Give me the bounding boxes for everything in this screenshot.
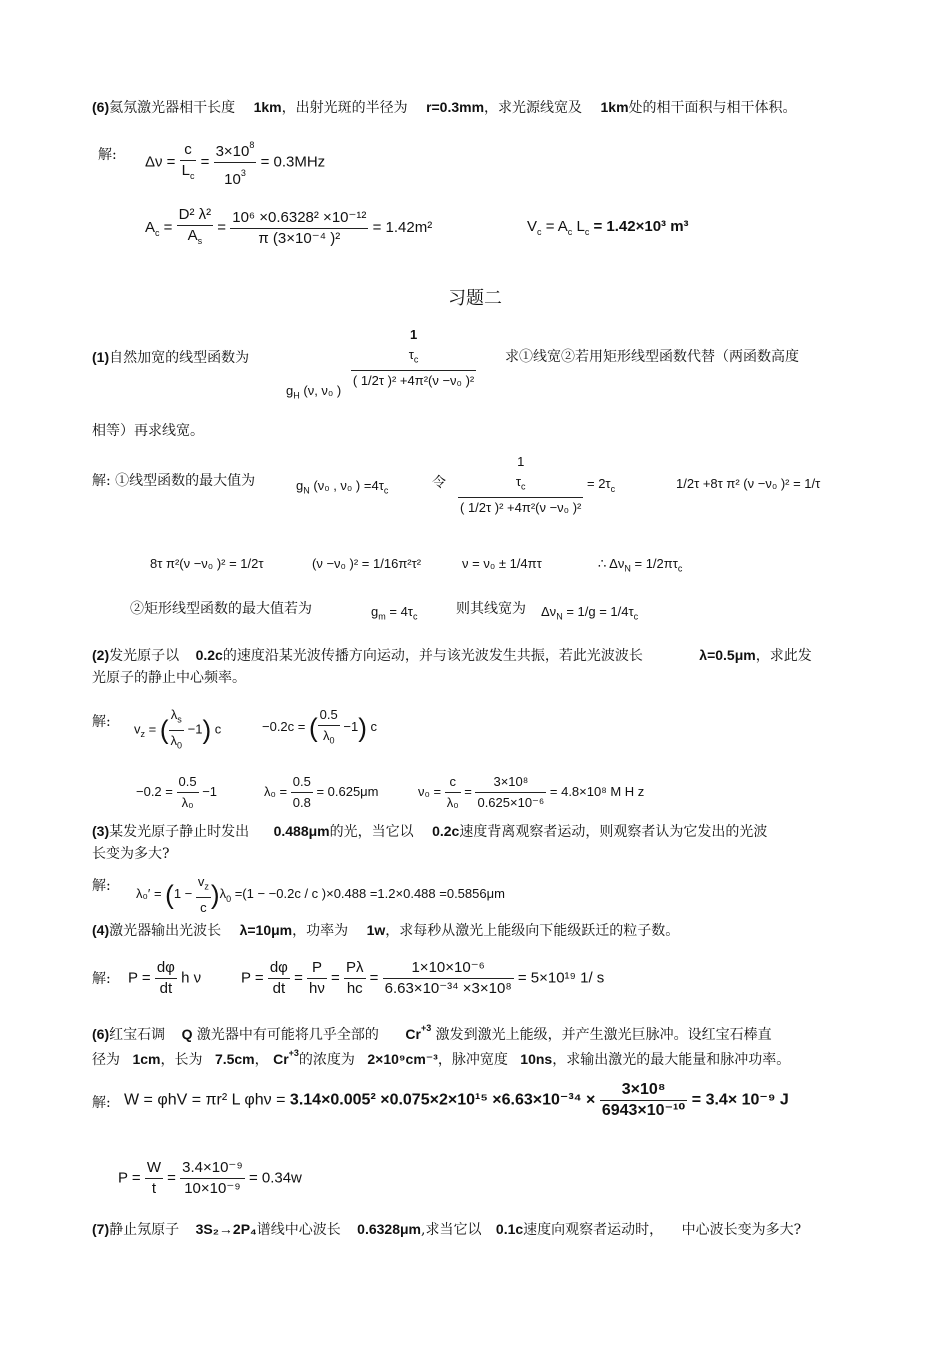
solution-6b-label: 解: bbox=[92, 1095, 111, 1111]
equation-linewidth-result: ∴ $\Delta\nu_N = 1/2\pi\tau_c$ bbox=[598, 556, 683, 574]
rect-linewidth: $\Delta\nu_N = 1/g = 1/4\tau_c$ bbox=[541, 604, 639, 622]
equation-power-2: P = $\frac{d\varphi}{dt}$ = $\frac{P}{h\nu}$ = $\frac{P\lambda}{hc}$ = $\frac{\text{1×10×10⁻⁶}}{\text{6.63×10⁻³⁴ ×3×10⁸}}$ = 5×10¹⁹ 1/ s bbox=[241, 959, 605, 997]
problem-4-statement: (4)激光器输出光波长 λ=10μm，功率为 1w，求每秒从激光上能级向下能级跃迁的粒子数。 bbox=[92, 922, 680, 939]
equation-power-1: P = $\frac{d\varphi}{dt}$ h ν bbox=[128, 959, 202, 997]
equation-coherence-area: $A_c$ = $\frac{\text{D² λ²}}{A_s}$ = $\frac{\text{10⁶ ×0.6328² ×10⁻¹²}}{\text{π (3×10⁻⁴ )²}}$ = 1.42m² bbox=[145, 206, 433, 247]
equation-energy: W = φhV = πr² L φhν = 3.14×0.005² ×0.075×2×10¹⁵ ×6.63×10⁻³⁴ × $\frac{\text{3×10⁸}}{\text{6943×10⁻¹⁰}}$ = 3.4× 10⁻⁹ J bbox=[124, 1081, 789, 1119]
problem-3-continuation: 长变为多大? bbox=[92, 846, 170, 862]
equation-step-2a: −0.2 = $\frac{0.5}{\text{λ₀}}$ −1 bbox=[136, 774, 218, 810]
equation-step-c3: ν = ν₀ ± 1/4πτ bbox=[462, 556, 542, 571]
section-heading: 习题二 bbox=[448, 288, 502, 309]
solution-2-label: 解: bbox=[92, 714, 111, 730]
solution-4-label: 解: bbox=[92, 971, 111, 987]
equation-step-c1: 8τ π²(ν −ν₀ )² = 1/2τ bbox=[150, 556, 264, 571]
equation-doppler-sub: −0.2c = ( $\frac{0.5}{\lambda_0}$ −1) c bbox=[262, 707, 377, 746]
problem-2-continuation: 光原子的静止中心频率。 bbox=[92, 670, 246, 686]
equation-doppler-velocity: $v_z$ = ( $\frac{\lambda_s}{\lambda_0}$ −1) c bbox=[134, 707, 222, 751]
solution-3-label: 解: bbox=[92, 878, 111, 894]
equation-redshift: λ₀′ = (1 − $\frac{v_z}{c}$ )$\lambda_0 =(1 - -0.2c / c$ )×0.488 =1.2×0.488 =0.5856μm bbox=[136, 874, 505, 915]
equation-linewidth: Δν = $\frac{c}{L_c}$ = $\frac{3\times 10^8}{10^3}$ = 0.3MHz bbox=[145, 135, 325, 190]
problem-7-statement: (7)静止氖原子 3S₂→2P₄谱线中心波长 0.6328μm,求当它以 0.1c速度向观察者运动时， 中心波长变为多大? bbox=[92, 1221, 802, 1238]
rect-max-value: $g_m = 4\tau_c$ bbox=[371, 604, 418, 622]
lineshape-function: $g_H$ (ν, ν₀ ) 1 $\tau_c$ ( 1/2τ )² +4π²(ν −ν₀ )² bbox=[286, 327, 475, 401]
rect-lineshape-text: ②矩形线型函数的最大值若为 bbox=[130, 601, 312, 617]
rect-then-label: 则其线宽为 bbox=[456, 601, 526, 617]
equation-pulse-power: P = $\frac{W}{t}$ = $\frac{\text{3.4×10⁻⁹}}{\text{10×10⁻⁹}}$ = 0.34w bbox=[118, 1159, 302, 1197]
problem-1-question: 求①线宽②若用矩形线型函数代替（两函数高度 bbox=[505, 349, 799, 365]
problem-1-statement: (1)自然加宽的线型函数为 bbox=[92, 349, 250, 366]
problem-2-statement: (2)发光原子以 0.2c的速度沿某光波传播方向运动，并与该光波发生共振，若此光波波长 λ=0.5μm，求此发 bbox=[92, 647, 812, 664]
ling-label: 令 bbox=[432, 475, 446, 491]
problem-3-statement: (3)某发光原子静止时发出 0.488μm的光，当它以 0.2c速度背离观察者运动，则观察者认为它发出的光波 bbox=[92, 823, 768, 840]
equation-step-c2: (ν −ν₀ )² = 1/16π²τ² bbox=[312, 556, 422, 571]
equation-step-2c: ν₀ = $\frac{c}{\text{λ₀}}$ = $\frac{\text{3×10⁸}}{\text{0.625×10⁻⁶}}$ = 4.8×10⁸ M H z bbox=[418, 774, 645, 810]
solution-label: 解: bbox=[98, 147, 117, 163]
equation-set-equal: 1 $\tau_c$ ( 1/2τ )² +4π²(ν −ν₀ )² = $2\tau_c$ bbox=[460, 454, 616, 515]
equation-step-2b: λ₀ = $\frac{0.5}{0.8}$ = 0.625μm bbox=[264, 774, 379, 810]
problem-6b-statement: (6)红宝石调 Q 激光器中有可能将几乎全部的 $Cr^{+3}$ 激发到激光上能级，并产生激光巨脉冲。设红宝石棒直 bbox=[92, 1023, 772, 1043]
problem-6b-continuation: 径为 1cm，长为 7.5cm， $Cr^{+3}$的浓度为 2×10⁹cm⁻³，脉冲宽度 10ns，求输出激光的最大能量和脉冲功率。 bbox=[92, 1048, 791, 1068]
equation-step-b: 1/2τ +8τ π² (ν −ν₀ )² = 1/τ bbox=[676, 476, 821, 491]
equation-max-value: $g_N$ (ν₀ , ν₀ ) $=4\tau_c$ bbox=[296, 478, 389, 496]
equation-coherence-volume: $V_c = A_c$ $L_c = 1.42\times 10^3$ m³ bbox=[527, 218, 689, 237]
problem-6a-statement: (6)氦氖激光器相干长度 1km，出射光斑的半径为 r=0.3mm，求光源线宽及 1km处的相干面积与相干体积。 bbox=[92, 99, 797, 116]
solution-1-intro: 解: ①线型函数的最大值为 bbox=[92, 473, 256, 489]
problem-1-continuation: 相等）再求线宽。 bbox=[92, 423, 204, 439]
